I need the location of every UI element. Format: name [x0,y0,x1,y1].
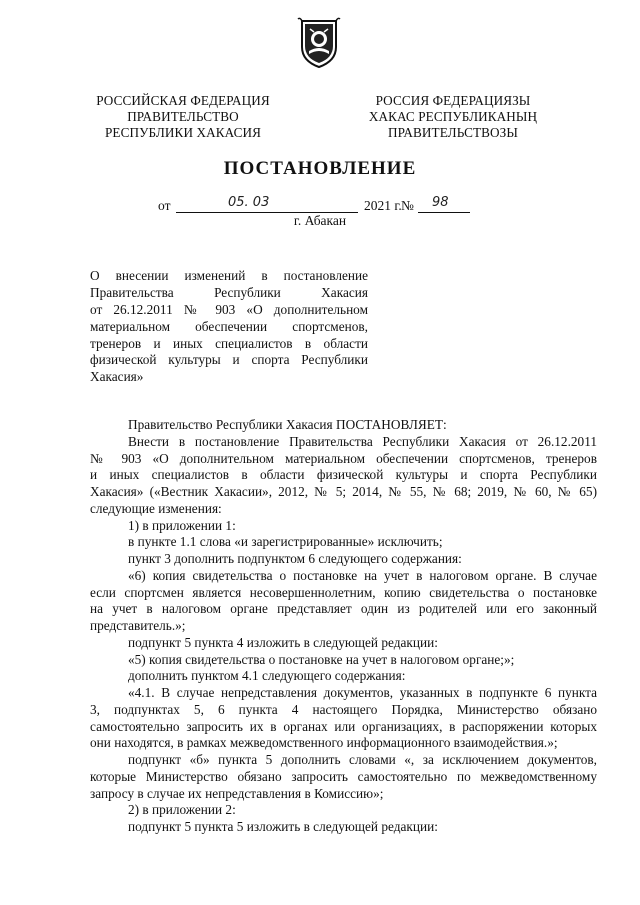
body-line: и иных специалистов в области физической культуры и спорта Республики [90,467,597,483]
body-line: представитель.»; [90,618,186,633]
body-line: подпункт 5 пункта 5 изложить в следующей редакции: [128,819,438,834]
number-sign: № [401,198,414,213]
document-title: ПОСТАНОВЛЕНИЕ [223,158,417,179]
subject-line: от 26.12.2011 № 903 «О дополнительном [90,301,368,317]
subject-line: физической культуры и спорта Республики [90,352,368,368]
body-line: они находятся, в рамках межведомственного информационного взаимодействия.»; [90,735,558,751]
body-line: Хакасия» («Вестник Хакасии», 2012, № 5; 2014, № 55, № 68; 2019, № 60, № 65) [90,484,597,499]
header-right-line: РОССИЯ ФЕДЕРАЦИЯЗЫ [375,93,531,108]
date-prefix: от [158,198,171,213]
date-value: 05. 03 [228,195,270,210]
body-line: подпункт 5 пункта 4 изложить в следующей редакции: [128,634,438,650]
body-line: запросу в случае их непредставления в Комиссию»; [90,785,384,801]
subject-block [90,268,368,386]
body-line: которые Министерство обязано запросить самостоятельно по межведомственному [90,768,597,784]
body-line: подпункт «б» пункта 5 дополнить словами «, за исключением документов, [128,752,597,767]
header-left-line: РЕСПУБЛИКИ ХАКАСИЯ [105,125,261,140]
coat-of-arms-emblem [296,17,342,69]
body-line: Правительство Республики Хакасия ПОСТАНОВЛЯЕТ: [128,417,447,432]
body-line: Внести в постановление Правительства Республики Хакасия от 26.12.2011 [128,433,597,449]
subject-line: О внесении изменений в постановление [90,268,368,283]
year-text: 2021 г. [364,198,402,213]
body-line: если спортсмен является несовершеннолетним, копию свидетельства о постановке [90,584,597,600]
city: г. Абакан [293,213,347,228]
body-line: 1) в приложении 1: [128,517,236,533]
body-line: самостоятельно запросить их в органах или организациях, в распоряжении которых [90,718,597,734]
body-line: № 903 «О дополнительном материальном обеспечении спортсменов, тренеров [90,450,597,466]
number-value: 98 [432,195,449,210]
body-line: «5) копия свидетельства о постановке на учет в налоговом органе;»; [128,651,515,667]
body-line: на учет в налоговом органе представляет один из родителей или его законный [90,601,597,617]
header-left [58,93,308,141]
header-left-line: РОССИЙСКАЯ ФЕДЕРАЦИЯ [96,93,270,108]
body-line: пункт 3 дополнить подпунктом 6 следующего содержания: [128,551,462,566]
body-line: «4.1. В случае непредставления документов, указанных в подпункте 6 пункта [128,685,597,700]
subject-line: материальном обеспечении спортсменов, [90,318,368,334]
body-line: в пункте 1.1 слова «и зарегистрированные» исключить; [128,534,443,550]
body-line: дополнить пунктом 4.1 следующего содержания: [128,668,406,684]
header-right-line: ХАКАС РЕСПУБЛИКАНЫҢ [368,109,538,124]
header-right [328,93,578,141]
header-left-line: ПРАВИТЕЛЬСТВО [127,109,239,124]
body-line: следующие изменения: [90,500,222,516]
subject-line: Правительства Республики Хакасия [90,284,368,300]
subject-line: тренеров и иных специалистов в области [90,335,368,351]
body-line: «6) копия свидетельства о постановке на учет в налоговом органе. В случае [128,567,597,583]
header-right-line: ПРАВИТЕЛЬСТВОЗЫ [388,125,518,140]
subject-line: Хакасия» [90,369,144,385]
body-line: 2) в приложении 2: [128,802,236,818]
document-body [90,417,597,836]
body-line: 3, подпунктах 5, 6 пункта 4 настоящего Порядка, Министерство обязано [90,701,597,717]
